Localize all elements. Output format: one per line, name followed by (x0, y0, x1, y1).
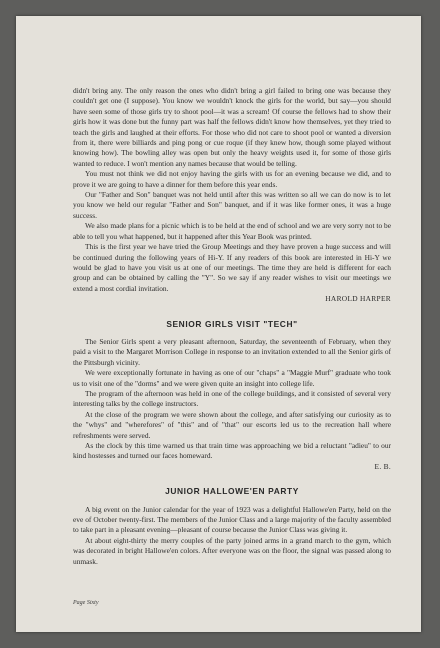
paragraph: didn't bring any. The only reason the ones who didn't bring a girl failed to bring one was because they couldn't get one (I suppose). You know we wouldn't knock the girls for the world, but say—you should have seen some of those girls try to shoot pool—it was a scream! Of course the fellows had to show their girls how it was done but the funny part was half the fellows didn't know how themselves, yet they tried to teach the girls and laughed at their efforts. For those who did not care to shoot pool or wanted a diversion from it, there were billiards and ping pong or cue roque (if they knew how, though some played without knowing how). The bowling alley was open but only the heavy weights used it, for some of those girls wanted to reduce. I won't mention any names because that would be telling. (73, 86, 391, 168)
paragraph: At the close of the program we were shown about the college, and after satisfying our curiosity as to the "whys" and "wherefores" of "this" and of "that" our escorts led us to the recreation hall where refreshments were served. (73, 409, 391, 440)
paragraph: At about eight-thirty the merry couples of the party joined arms in a grand march to the gym, which was decorated in bright Hallowe'en colors. After everyone was on the floor, the signal was passed along to unmask. (73, 535, 391, 566)
page-number: Page Sixty (73, 600, 99, 606)
paragraph: As the clock by this time warned us that train time was approaching we bid a reluctant "adieu" to our kind hostesses and turned our faces homeward. (73, 441, 391, 461)
section-heading: SENIOR GIRLS VISIT "TECH" (166, 318, 298, 329)
yearbook-page (16, 16, 421, 632)
section-heading: JUNIOR HALLOWE'EN PARTY (165, 486, 299, 497)
paragraph: The Senior Girls spent a very pleasant afternoon, Saturday, the seventeenth of February, when they paid a visit to the Margaret Morrison College in response to an invitation extended to all the Senior girls of the Pittsburgh vicinity. (73, 336, 391, 367)
paragraph: The program of the afternoon was held in one of the college buildings, and it consisted of several very interesting talks by the college instructors. (73, 388, 391, 409)
paragraph: This is the first year we have tried the Group Meetings and they have proven a huge success and will be continued during the following years of Hi-Y. If any readers of this book are interested in Hi-Y we would be glad to have you visit us at one of our meetings. The time they are held is different for each group and can be obtained by calling the "Y". So we say if any reader wishes to visit our meetings we extend a most cordial invitation. (73, 242, 391, 293)
paragraph: We were exceptionally fortunate in having as one of our "chaps" a "Maggie Murf" graduate who took us to visit one of the "dorms" and we were given quite an insight into college life. (73, 368, 391, 388)
paragraph: A big event on the Junior calendar for the year of 1923 was a delightful Hallowe'en Party, held on the eve of October twenty-first. The members of the Junior Class and a large majority of the faculty assembled to take part in a pleasant evening—pleasant of course because the Junior Class was giving it. (73, 504, 391, 535)
author-signature: E. B. (374, 461, 391, 471)
paragraph: You must not think we did not enjoy having the girls with us for an evening because we did, and to prove it we are going to have a dinner for them before this year ends. (73, 169, 391, 189)
paragraph: We also made plans for a picnic which is to be held at the end of school and we are very sorry not to be able to tell you what happened, but it happened after this Year Book was printed. (73, 221, 391, 241)
paragraph: Our "Father and Son" banquet was not held until after this was written so all we can do now is to let you know we held our regular "Father and Son" banquet, and if it was like former ones, it was a huge success. (73, 190, 391, 220)
page-content (73, 86, 391, 567)
author-signature: HAROLD HARPER (325, 294, 391, 304)
